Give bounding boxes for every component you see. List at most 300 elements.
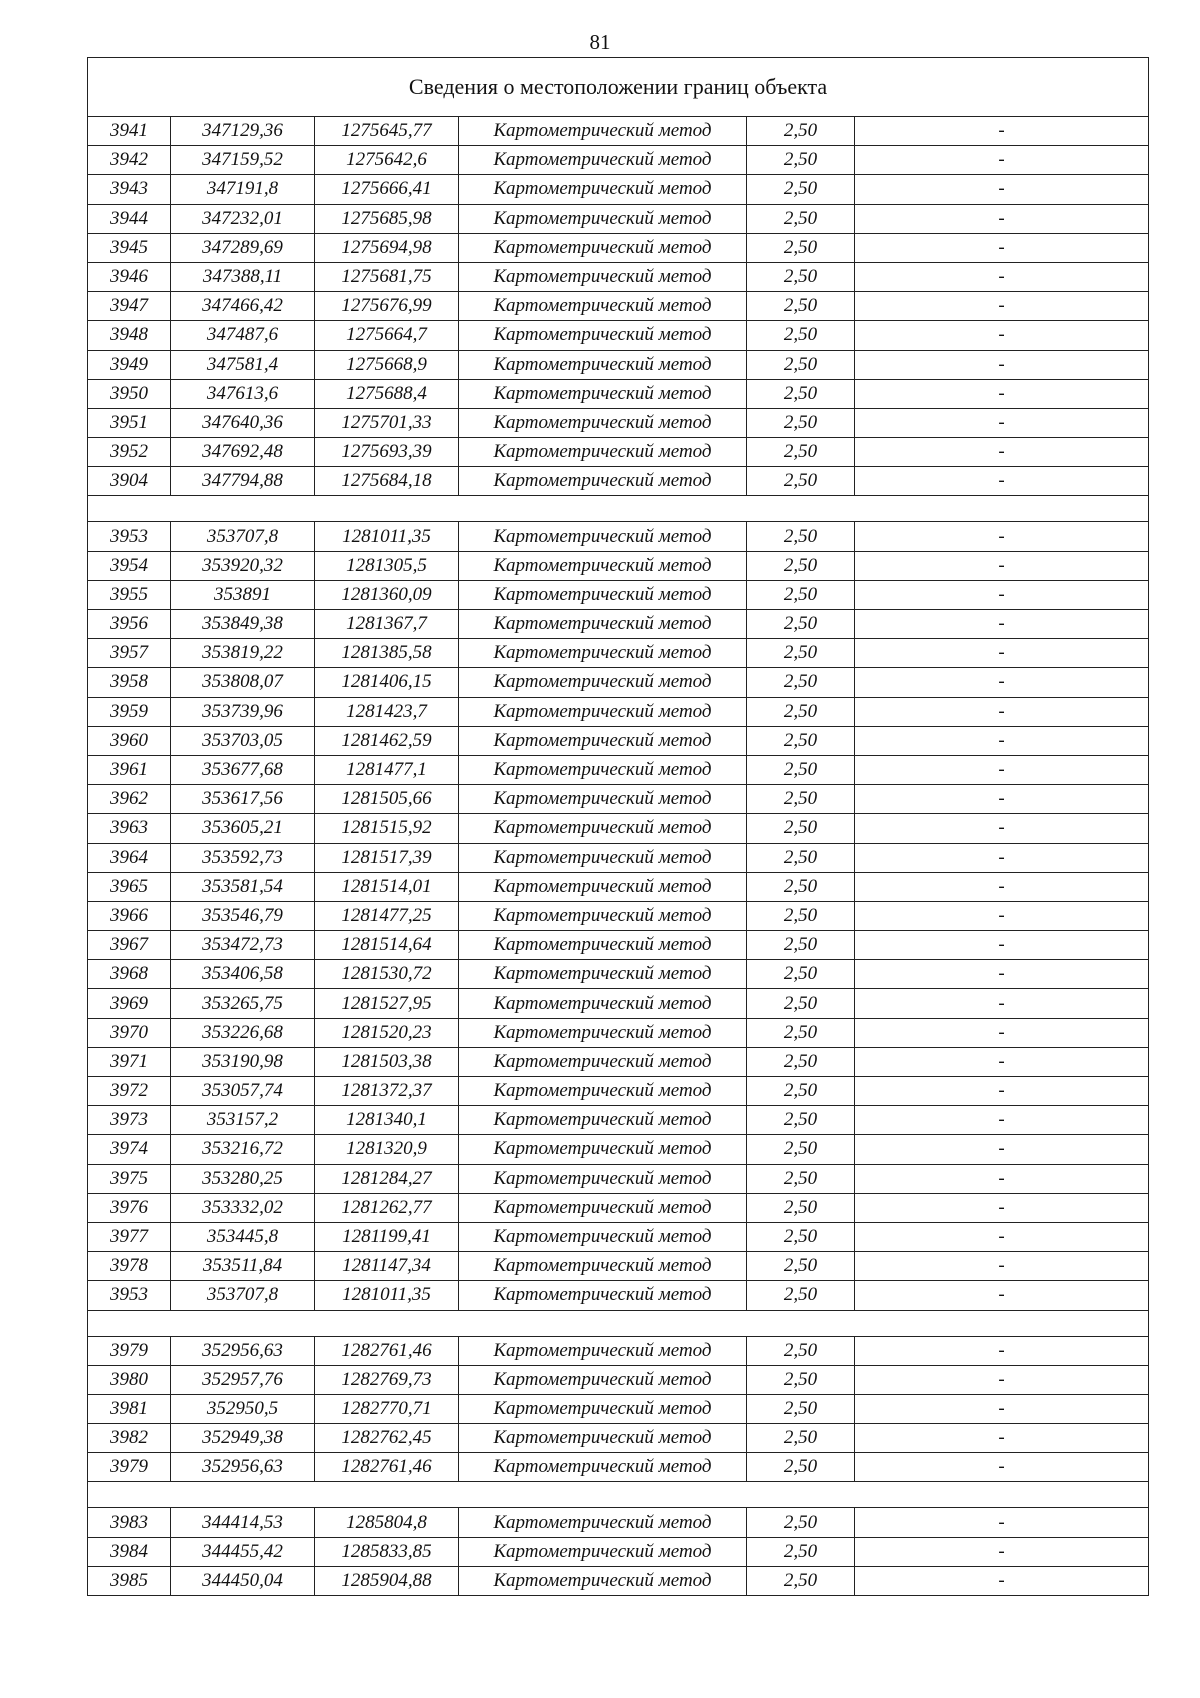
x-coordinate-cell: 347232,01 xyxy=(171,204,315,233)
method-cell: Картометрический метод xyxy=(459,204,747,233)
method-cell: Картометрический метод xyxy=(459,1135,747,1164)
point-number-cell: 3979 xyxy=(88,1336,171,1365)
accuracy-cell: 2,50 xyxy=(747,1424,855,1453)
x-coordinate-cell: 347794,88 xyxy=(171,467,315,496)
accuracy-cell: 2,50 xyxy=(747,233,855,262)
x-coordinate-cell: 347466,42 xyxy=(171,292,315,321)
y-coordinate-cell: 1281514,01 xyxy=(315,872,459,901)
table-row xyxy=(88,843,1149,872)
y-coordinate-cell: 1285833,85 xyxy=(315,1537,459,1566)
description-cell: - xyxy=(855,872,1149,901)
x-coordinate-cell: 347129,36 xyxy=(171,117,315,146)
x-coordinate-cell: 353617,56 xyxy=(171,785,315,814)
table-row xyxy=(88,1222,1149,1251)
point-number-cell: 3959 xyxy=(88,697,171,726)
method-cell: Картометрический метод xyxy=(459,1508,747,1537)
x-coordinate-cell: 353920,32 xyxy=(171,551,315,580)
group-separator-cell xyxy=(88,496,1149,522)
accuracy-cell: 2,50 xyxy=(747,1252,855,1281)
x-coordinate-cell: 344455,42 xyxy=(171,1537,315,1566)
point-number-cell: 3944 xyxy=(88,204,171,233)
y-coordinate-cell: 1281520,23 xyxy=(315,1018,459,1047)
x-coordinate-cell: 352949,38 xyxy=(171,1424,315,1453)
table-row xyxy=(88,350,1149,379)
accuracy-cell: 2,50 xyxy=(747,697,855,726)
accuracy-cell: 2,50 xyxy=(747,1193,855,1222)
x-coordinate-cell: 353216,72 xyxy=(171,1135,315,1164)
method-cell: Картометрический метод xyxy=(459,931,747,960)
description-cell: - xyxy=(855,551,1149,580)
table-row xyxy=(88,1018,1149,1047)
y-coordinate-cell: 1281530,72 xyxy=(315,960,459,989)
method-cell: Картометрический метод xyxy=(459,1222,747,1251)
table-row xyxy=(88,522,1149,551)
x-coordinate-cell: 352950,5 xyxy=(171,1394,315,1423)
description-cell: - xyxy=(855,1281,1149,1310)
method-cell: Картометрический метод xyxy=(459,379,747,408)
x-coordinate-cell: 352956,63 xyxy=(171,1336,315,1365)
x-coordinate-cell: 347692,48 xyxy=(171,438,315,467)
accuracy-cell: 2,50 xyxy=(747,292,855,321)
y-coordinate-cell: 1281284,27 xyxy=(315,1164,459,1193)
y-coordinate-cell: 1282761,46 xyxy=(315,1453,459,1482)
x-coordinate-cell: 353265,75 xyxy=(171,989,315,1018)
method-cell: Картометрический метод xyxy=(459,262,747,291)
y-coordinate-cell: 1275666,41 xyxy=(315,175,459,204)
table-body xyxy=(88,117,1149,1596)
table-row xyxy=(88,321,1149,350)
y-coordinate-cell: 1281011,35 xyxy=(315,1281,459,1310)
table-row xyxy=(88,1193,1149,1222)
table-row xyxy=(88,1336,1149,1365)
y-coordinate-cell: 1275684,18 xyxy=(315,467,459,496)
point-number-cell: 3961 xyxy=(88,755,171,784)
point-number-cell: 3953 xyxy=(88,1281,171,1310)
table-row xyxy=(88,668,1149,697)
y-coordinate-cell: 1281423,7 xyxy=(315,697,459,726)
accuracy-cell: 2,50 xyxy=(747,204,855,233)
accuracy-cell: 2,50 xyxy=(747,1135,855,1164)
accuracy-cell: 2,50 xyxy=(747,931,855,960)
method-cell: Картометрический метод xyxy=(459,1537,747,1566)
accuracy-cell: 2,50 xyxy=(747,872,855,901)
description-cell: - xyxy=(855,321,1149,350)
accuracy-cell: 2,50 xyxy=(747,668,855,697)
accuracy-cell: 2,50 xyxy=(747,408,855,437)
table-row xyxy=(88,1106,1149,1135)
accuracy-cell: 2,50 xyxy=(747,580,855,609)
point-number-cell: 3968 xyxy=(88,960,171,989)
table-row xyxy=(88,901,1149,930)
x-coordinate-cell: 353707,8 xyxy=(171,1281,315,1310)
description-cell: - xyxy=(855,204,1149,233)
method-cell: Картометрический метод xyxy=(459,146,747,175)
description-cell: - xyxy=(855,901,1149,930)
description-cell: - xyxy=(855,408,1149,437)
description-cell: - xyxy=(855,1164,1149,1193)
method-cell: Картометрический метод xyxy=(459,872,747,901)
y-coordinate-cell: 1281320,9 xyxy=(315,1135,459,1164)
description-cell: - xyxy=(855,697,1149,726)
accuracy-cell: 2,50 xyxy=(747,467,855,496)
accuracy-cell: 2,50 xyxy=(747,726,855,755)
method-cell: Картометрический метод xyxy=(459,639,747,668)
description-cell: - xyxy=(855,814,1149,843)
table-row xyxy=(88,697,1149,726)
table-row xyxy=(88,580,1149,609)
table-row xyxy=(88,117,1149,146)
y-coordinate-cell: 1281515,92 xyxy=(315,814,459,843)
method-cell: Картометрический метод xyxy=(459,1365,747,1394)
accuracy-cell: 2,50 xyxy=(747,755,855,784)
table-row xyxy=(88,292,1149,321)
point-number-cell: 3956 xyxy=(88,610,171,639)
table-row xyxy=(88,379,1149,408)
point-number-cell: 3974 xyxy=(88,1135,171,1164)
y-coordinate-cell: 1281514,64 xyxy=(315,931,459,960)
description-cell: - xyxy=(855,1537,1149,1566)
description-cell: - xyxy=(855,233,1149,262)
description-cell: - xyxy=(855,639,1149,668)
description-cell: - xyxy=(855,438,1149,467)
description-cell: - xyxy=(855,1106,1149,1135)
method-cell: Картометрический метод xyxy=(459,1394,747,1423)
description-cell: - xyxy=(855,1252,1149,1281)
x-coordinate-cell: 347640,36 xyxy=(171,408,315,437)
y-coordinate-cell: 1285804,8 xyxy=(315,1508,459,1537)
y-coordinate-cell: 1281372,37 xyxy=(315,1077,459,1106)
y-coordinate-cell: 1282770,71 xyxy=(315,1394,459,1423)
description-cell: - xyxy=(855,1424,1149,1453)
accuracy-cell: 2,50 xyxy=(747,1018,855,1047)
y-coordinate-cell: 1275694,98 xyxy=(315,233,459,262)
point-number-cell: 3958 xyxy=(88,668,171,697)
group-separator-row xyxy=(88,1482,1149,1508)
method-cell: Картометрический метод xyxy=(459,755,747,784)
description-cell: - xyxy=(855,580,1149,609)
y-coordinate-cell: 1275701,33 xyxy=(315,408,459,437)
point-number-cell: 3950 xyxy=(88,379,171,408)
accuracy-cell: 2,50 xyxy=(747,1537,855,1566)
accuracy-cell: 2,50 xyxy=(747,1508,855,1537)
method-cell: Картометрический метод xyxy=(459,1566,747,1595)
description-cell: - xyxy=(855,1508,1149,1537)
y-coordinate-cell: 1281477,1 xyxy=(315,755,459,784)
accuracy-cell: 2,50 xyxy=(747,438,855,467)
table-row xyxy=(88,1281,1149,1310)
description-cell: - xyxy=(855,146,1149,175)
accuracy-cell: 2,50 xyxy=(747,1222,855,1251)
point-number-cell: 3979 xyxy=(88,1453,171,1482)
group-separator-row xyxy=(88,496,1149,522)
x-coordinate-cell: 353511,84 xyxy=(171,1252,315,1281)
description-cell: - xyxy=(855,1047,1149,1076)
table-row xyxy=(88,755,1149,784)
point-number-cell: 3948 xyxy=(88,321,171,350)
x-coordinate-cell: 347388,11 xyxy=(171,262,315,291)
table-row xyxy=(88,960,1149,989)
table-row xyxy=(88,1164,1149,1193)
description-cell: - xyxy=(855,931,1149,960)
point-number-cell: 3975 xyxy=(88,1164,171,1193)
method-cell: Картометрический метод xyxy=(459,989,747,1018)
y-coordinate-cell: 1281360,09 xyxy=(315,580,459,609)
table-row xyxy=(88,467,1149,496)
y-coordinate-cell: 1275685,98 xyxy=(315,204,459,233)
x-coordinate-cell: 353739,96 xyxy=(171,697,315,726)
y-coordinate-cell: 1281305,5 xyxy=(315,551,459,580)
accuracy-cell: 2,50 xyxy=(747,1164,855,1193)
table-row xyxy=(88,1424,1149,1453)
point-number-cell: 3946 xyxy=(88,262,171,291)
accuracy-cell: 2,50 xyxy=(747,814,855,843)
accuracy-cell: 2,50 xyxy=(747,146,855,175)
page-number: 81 xyxy=(589,30,611,54)
x-coordinate-cell: 353581,54 xyxy=(171,872,315,901)
description-cell: - xyxy=(855,726,1149,755)
accuracy-cell: 2,50 xyxy=(747,117,855,146)
point-number-cell: 3943 xyxy=(88,175,171,204)
accuracy-cell: 2,50 xyxy=(747,1047,855,1076)
x-coordinate-cell: 344414,53 xyxy=(171,1508,315,1537)
method-cell: Картометрический метод xyxy=(459,1336,747,1365)
y-coordinate-cell: 1281199,41 xyxy=(315,1222,459,1251)
description-cell: - xyxy=(855,1077,1149,1106)
accuracy-cell: 2,50 xyxy=(747,1453,855,1482)
method-cell: Картометрический метод xyxy=(459,1252,747,1281)
y-coordinate-cell: 1281367,7 xyxy=(315,610,459,639)
point-number-cell: 3966 xyxy=(88,901,171,930)
table-row xyxy=(88,175,1149,204)
table-row xyxy=(88,1537,1149,1566)
x-coordinate-cell: 347191,8 xyxy=(171,175,315,204)
table-row xyxy=(88,233,1149,262)
point-number-cell: 3941 xyxy=(88,117,171,146)
y-coordinate-cell: 1285904,88 xyxy=(315,1566,459,1595)
x-coordinate-cell: 353445,8 xyxy=(171,1222,315,1251)
y-coordinate-cell: 1281406,15 xyxy=(315,668,459,697)
x-coordinate-cell: 353677,68 xyxy=(171,755,315,784)
description-cell: - xyxy=(855,785,1149,814)
point-number-cell: 3971 xyxy=(88,1047,171,1076)
x-coordinate-cell: 353057,74 xyxy=(171,1077,315,1106)
group-separator-cell xyxy=(88,1482,1149,1508)
description-cell: - xyxy=(855,989,1149,1018)
description-cell: - xyxy=(855,175,1149,204)
table-row xyxy=(88,726,1149,755)
y-coordinate-cell: 1281527,95 xyxy=(315,989,459,1018)
method-cell: Картометрический метод xyxy=(459,438,747,467)
x-coordinate-cell: 353808,07 xyxy=(171,668,315,697)
y-coordinate-cell: 1275681,75 xyxy=(315,262,459,291)
point-number-cell: 3963 xyxy=(88,814,171,843)
accuracy-cell: 2,50 xyxy=(747,1365,855,1394)
accuracy-cell: 2,50 xyxy=(747,1394,855,1423)
table-row xyxy=(88,146,1149,175)
accuracy-cell: 2,50 xyxy=(747,379,855,408)
description-cell: - xyxy=(855,467,1149,496)
point-number-cell: 3985 xyxy=(88,1566,171,1595)
method-cell: Картометрический метод xyxy=(459,1018,747,1047)
accuracy-cell: 2,50 xyxy=(747,1566,855,1595)
description-cell: - xyxy=(855,379,1149,408)
accuracy-cell: 2,50 xyxy=(747,350,855,379)
table-title: Сведения о местоположении границ объекта xyxy=(88,58,1149,117)
x-coordinate-cell: 347487,6 xyxy=(171,321,315,350)
y-coordinate-cell: 1281011,35 xyxy=(315,522,459,551)
method-cell: Картометрический метод xyxy=(459,1193,747,1222)
y-coordinate-cell: 1282762,45 xyxy=(315,1424,459,1453)
accuracy-cell: 2,50 xyxy=(747,901,855,930)
description-cell: - xyxy=(855,1336,1149,1365)
accuracy-cell: 2,50 xyxy=(747,1077,855,1106)
point-number-cell: 3949 xyxy=(88,350,171,379)
y-coordinate-cell: 1275688,4 xyxy=(315,379,459,408)
accuracy-cell: 2,50 xyxy=(747,843,855,872)
accuracy-cell: 2,50 xyxy=(747,1281,855,1310)
x-coordinate-cell: 353707,8 xyxy=(171,522,315,551)
accuracy-cell: 2,50 xyxy=(747,1106,855,1135)
table-row xyxy=(88,1365,1149,1394)
y-coordinate-cell: 1281385,58 xyxy=(315,639,459,668)
method-cell: Картометрический метод xyxy=(459,1281,747,1310)
x-coordinate-cell: 353891 xyxy=(171,580,315,609)
x-coordinate-cell: 353849,38 xyxy=(171,610,315,639)
x-coordinate-cell: 353406,58 xyxy=(171,960,315,989)
point-number-cell: 3976 xyxy=(88,1193,171,1222)
table-row xyxy=(88,262,1149,291)
description-cell: - xyxy=(855,755,1149,784)
accuracy-cell: 2,50 xyxy=(747,639,855,668)
accuracy-cell: 2,50 xyxy=(747,989,855,1018)
table-row xyxy=(88,408,1149,437)
y-coordinate-cell: 1281505,66 xyxy=(315,785,459,814)
y-coordinate-cell: 1281340,1 xyxy=(315,1106,459,1135)
point-number-cell: 3981 xyxy=(88,1394,171,1423)
y-coordinate-cell: 1282769,73 xyxy=(315,1365,459,1394)
y-coordinate-cell: 1275693,39 xyxy=(315,438,459,467)
accuracy-cell: 2,50 xyxy=(747,610,855,639)
x-coordinate-cell: 352957,76 xyxy=(171,1365,315,1394)
accuracy-cell: 2,50 xyxy=(747,1336,855,1365)
x-coordinate-cell: 353157,2 xyxy=(171,1106,315,1135)
method-cell: Картометрический метод xyxy=(459,350,747,379)
y-coordinate-cell: 1281262,77 xyxy=(315,1193,459,1222)
accuracy-cell: 2,50 xyxy=(747,551,855,580)
accuracy-cell: 2,50 xyxy=(747,522,855,551)
x-coordinate-cell: 347581,4 xyxy=(171,350,315,379)
method-cell: Картометрический метод xyxy=(459,785,747,814)
method-cell: Картометрический метод xyxy=(459,814,747,843)
x-coordinate-cell: 344450,04 xyxy=(171,1566,315,1595)
accuracy-cell: 2,50 xyxy=(747,321,855,350)
x-coordinate-cell: 353472,73 xyxy=(171,931,315,960)
x-coordinate-cell: 347289,69 xyxy=(171,233,315,262)
table-row xyxy=(88,1077,1149,1106)
point-number-cell: 3942 xyxy=(88,146,171,175)
method-cell: Картометрический метод xyxy=(459,901,747,930)
table-row xyxy=(88,989,1149,1018)
description-cell: - xyxy=(855,350,1149,379)
table-row xyxy=(88,551,1149,580)
method-cell: Картометрический метод xyxy=(459,1077,747,1106)
table-row xyxy=(88,1135,1149,1164)
point-number-cell: 3983 xyxy=(88,1508,171,1537)
point-number-cell: 3952 xyxy=(88,438,171,467)
description-cell: - xyxy=(855,117,1149,146)
y-coordinate-cell: 1281517,39 xyxy=(315,843,459,872)
method-cell: Картометрический метод xyxy=(459,697,747,726)
method-cell: Картометрический метод xyxy=(459,610,747,639)
table-row xyxy=(88,204,1149,233)
accuracy-cell: 2,50 xyxy=(747,175,855,204)
x-coordinate-cell: 352956,63 xyxy=(171,1453,315,1482)
point-number-cell: 3984 xyxy=(88,1537,171,1566)
table-row xyxy=(88,438,1149,467)
accuracy-cell: 2,50 xyxy=(747,960,855,989)
table-row xyxy=(88,814,1149,843)
description-cell: - xyxy=(855,262,1149,291)
y-coordinate-cell: 1275676,99 xyxy=(315,292,459,321)
point-number-cell: 3970 xyxy=(88,1018,171,1047)
point-number-cell: 3969 xyxy=(88,989,171,1018)
group-separator-cell xyxy=(88,1310,1149,1336)
accuracy-cell: 2,50 xyxy=(747,262,855,291)
table-row xyxy=(88,785,1149,814)
point-number-cell: 3957 xyxy=(88,639,171,668)
description-cell: - xyxy=(855,1394,1149,1423)
table-row xyxy=(88,1508,1149,1537)
accuracy-cell: 2,50 xyxy=(747,785,855,814)
y-coordinate-cell: 1281503,38 xyxy=(315,1047,459,1076)
description-cell: - xyxy=(855,1453,1149,1482)
point-number-cell: 3972 xyxy=(88,1077,171,1106)
y-coordinate-cell: 1281147,34 xyxy=(315,1252,459,1281)
boundary-coordinates-table xyxy=(87,57,1149,1596)
method-cell: Картометрический метод xyxy=(459,843,747,872)
x-coordinate-cell: 353190,98 xyxy=(171,1047,315,1076)
description-cell: - xyxy=(855,292,1149,321)
x-coordinate-cell: 353280,25 xyxy=(171,1164,315,1193)
y-coordinate-cell: 1281462,59 xyxy=(315,726,459,755)
point-number-cell: 3951 xyxy=(88,408,171,437)
method-cell: Картометрический метод xyxy=(459,1164,747,1193)
method-cell: Картометрический метод xyxy=(459,321,747,350)
table-row xyxy=(88,1047,1149,1076)
x-coordinate-cell: 353592,73 xyxy=(171,843,315,872)
x-coordinate-cell: 353332,02 xyxy=(171,1193,315,1222)
description-cell: - xyxy=(855,843,1149,872)
y-coordinate-cell: 1282761,46 xyxy=(315,1336,459,1365)
method-cell: Картометрический метод xyxy=(459,292,747,321)
point-number-cell: 3980 xyxy=(88,1365,171,1394)
method-cell: Картометрический метод xyxy=(459,1106,747,1135)
method-cell: Картометрический метод xyxy=(459,233,747,262)
x-coordinate-cell: 347613,6 xyxy=(171,379,315,408)
description-cell: - xyxy=(855,610,1149,639)
table-row xyxy=(88,872,1149,901)
point-number-cell: 3964 xyxy=(88,843,171,872)
method-cell: Картометрический метод xyxy=(459,175,747,204)
x-coordinate-cell: 353703,05 xyxy=(171,726,315,755)
point-number-cell: 3977 xyxy=(88,1222,171,1251)
y-coordinate-cell: 1281477,25 xyxy=(315,901,459,930)
table-row xyxy=(88,1566,1149,1595)
x-coordinate-cell: 347159,52 xyxy=(171,146,315,175)
y-coordinate-cell: 1275668,9 xyxy=(315,350,459,379)
x-coordinate-cell: 353226,68 xyxy=(171,1018,315,1047)
description-cell: - xyxy=(855,960,1149,989)
